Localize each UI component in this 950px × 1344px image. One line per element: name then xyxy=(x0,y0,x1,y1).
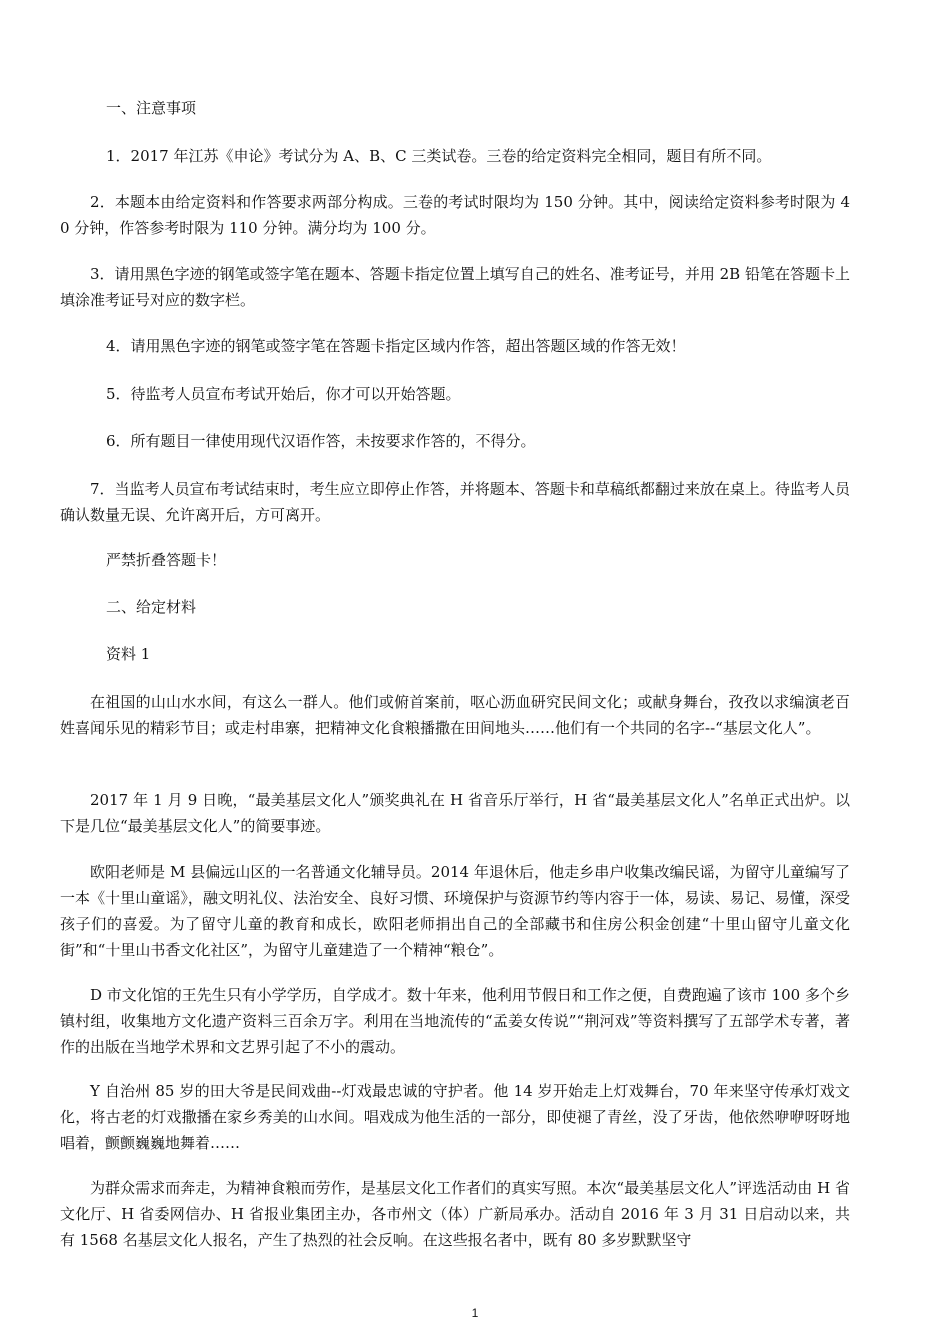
notice-item-5: 5．待监考人员宣布考试开始后，你才可以开始答题。 xyxy=(106,385,461,403)
material-paragraph: D 市文化馆的王先生只有小学学历，自学成才。数十年来，他利用节假日和工作之便，自费跑遍了该市 100 多个乡镇村组，收集地方文化遗产资料三百余万字。利用在当地流传的“孟姜女传说”“荆河戏”等资料撰写了五部学术专著，著作的出版在当地学术界和文艺界引起了不小的震动。 xyxy=(60,986,850,1056)
notice-item-2: 2．本题本由给定资料和作答要求两部分构成。三卷的考试时限均为 150 分钟。其中，阅读给定资料参考时限为 40 分钟，作答参考时限为 110 分钟。满分均为 100 分。 xyxy=(60,193,850,237)
notice-item-7: 7．当监考人员宣布考试结束时，考生应立即停止作答，并将题本、答题卡和草稿纸都翻过来放在桌上。待监考人员确认数量无误、允许离开后，方可离开。 xyxy=(60,480,850,524)
notice-item-1: 1．2017 年江苏《申论》考试分为 A、B、C 三类试卷。三卷的给定资料完全相同，题目有所不同。 xyxy=(106,147,772,165)
material-paragraph: Y 自治州 85 岁的田大爷是民间戏曲--灯戏最忠诚的守护者。他 14 岁开始走上灯戏舞台，70 年来坚守传承灯戏文化，将古老的灯戏撒播在家乡秀美的山水间。唱戏成为他生活的一部分，即使褪了青丝，没了牙齿，他依然咿咿呀呀地唱着，颤颤巍巍地舞着…… xyxy=(60,1082,850,1152)
material-paragraph: 在祖国的山山水水间，有这么一群人。他们或俯首案前，呕心沥血研究民间文化；或献身舞台，孜孜以求编演老百姓喜闻乐见的精彩节目；或走村串寨，把精神文化食粮播撒在田间地头……他们有一个共同的名字--“基层文化人”。 xyxy=(60,693,850,737)
notice-item-4: 4．请用黑色字迹的钢笔或签字笔在答题卡指定区域内作答，超出答题区域的作答无效！ xyxy=(106,337,686,355)
material-paragraph: 为群众需求而奔走，为精神食粮而劳作，是基层文化工作者们的真实写照。本次“最美基层文化人”评选活动由 H 省文化厅、H 省委网信办、H 省报业集团主办，各市州文（体）广新局承办。活动自 2016 年 3 月 31 日启动以来，共有 1568 名基层文化人报名，产生了热烈的社会反响。在这些报名者中，既有 80 多岁默默坚守 xyxy=(60,1179,850,1249)
notice-item-6: 6．所有题目一律使用现代汉语作答，未按要求作答的，不得分。 xyxy=(106,432,536,450)
material-paragraph: 欧阳老师是 M 县偏远山区的一名普通文化辅导员。2014 年退休后，他走乡串户收集改编民谣，为留守儿童编写了一本《十里山童谣》，融文明礼仪、法治安全、良好习惯、环境保护与资源节约等内容于一体，易读、易记、易懂，深受孩子们的喜爱。为了留守儿童的教育和成长，欧阳老师捐出自己的全部藏书和住房公积金创建“十里山留守儿童文化街”和“十里山书香文化社区”，为留守儿童建造了一个精神“粮仓”。 xyxy=(60,863,850,959)
page-number: 1 xyxy=(471,1306,479,1320)
warning-text: 严禁折叠答题卡！ xyxy=(106,551,227,569)
material-paragraph: 2017 年 1 月 9 日晚，“最美基层文化人”颁奖典礼在 H 省音乐厅举行，H 省“最美基层文化人”名单正式出炉。以下是几位“最美基层文化人”的简要事迹。 xyxy=(60,791,850,835)
section-heading-notice: 一、注意事项 xyxy=(106,99,197,117)
notice-item-3: 3．请用黑色字迹的钢笔或签字笔在题本、答题卡指定位置上填写自己的姓名、准考证号，并用 2B 铅笔在答题卡上填涂准考证号对应的数字栏。 xyxy=(60,265,850,309)
material-label: 资料 1 xyxy=(106,645,151,663)
section-heading-materials: 二、给定材料 xyxy=(106,598,197,616)
